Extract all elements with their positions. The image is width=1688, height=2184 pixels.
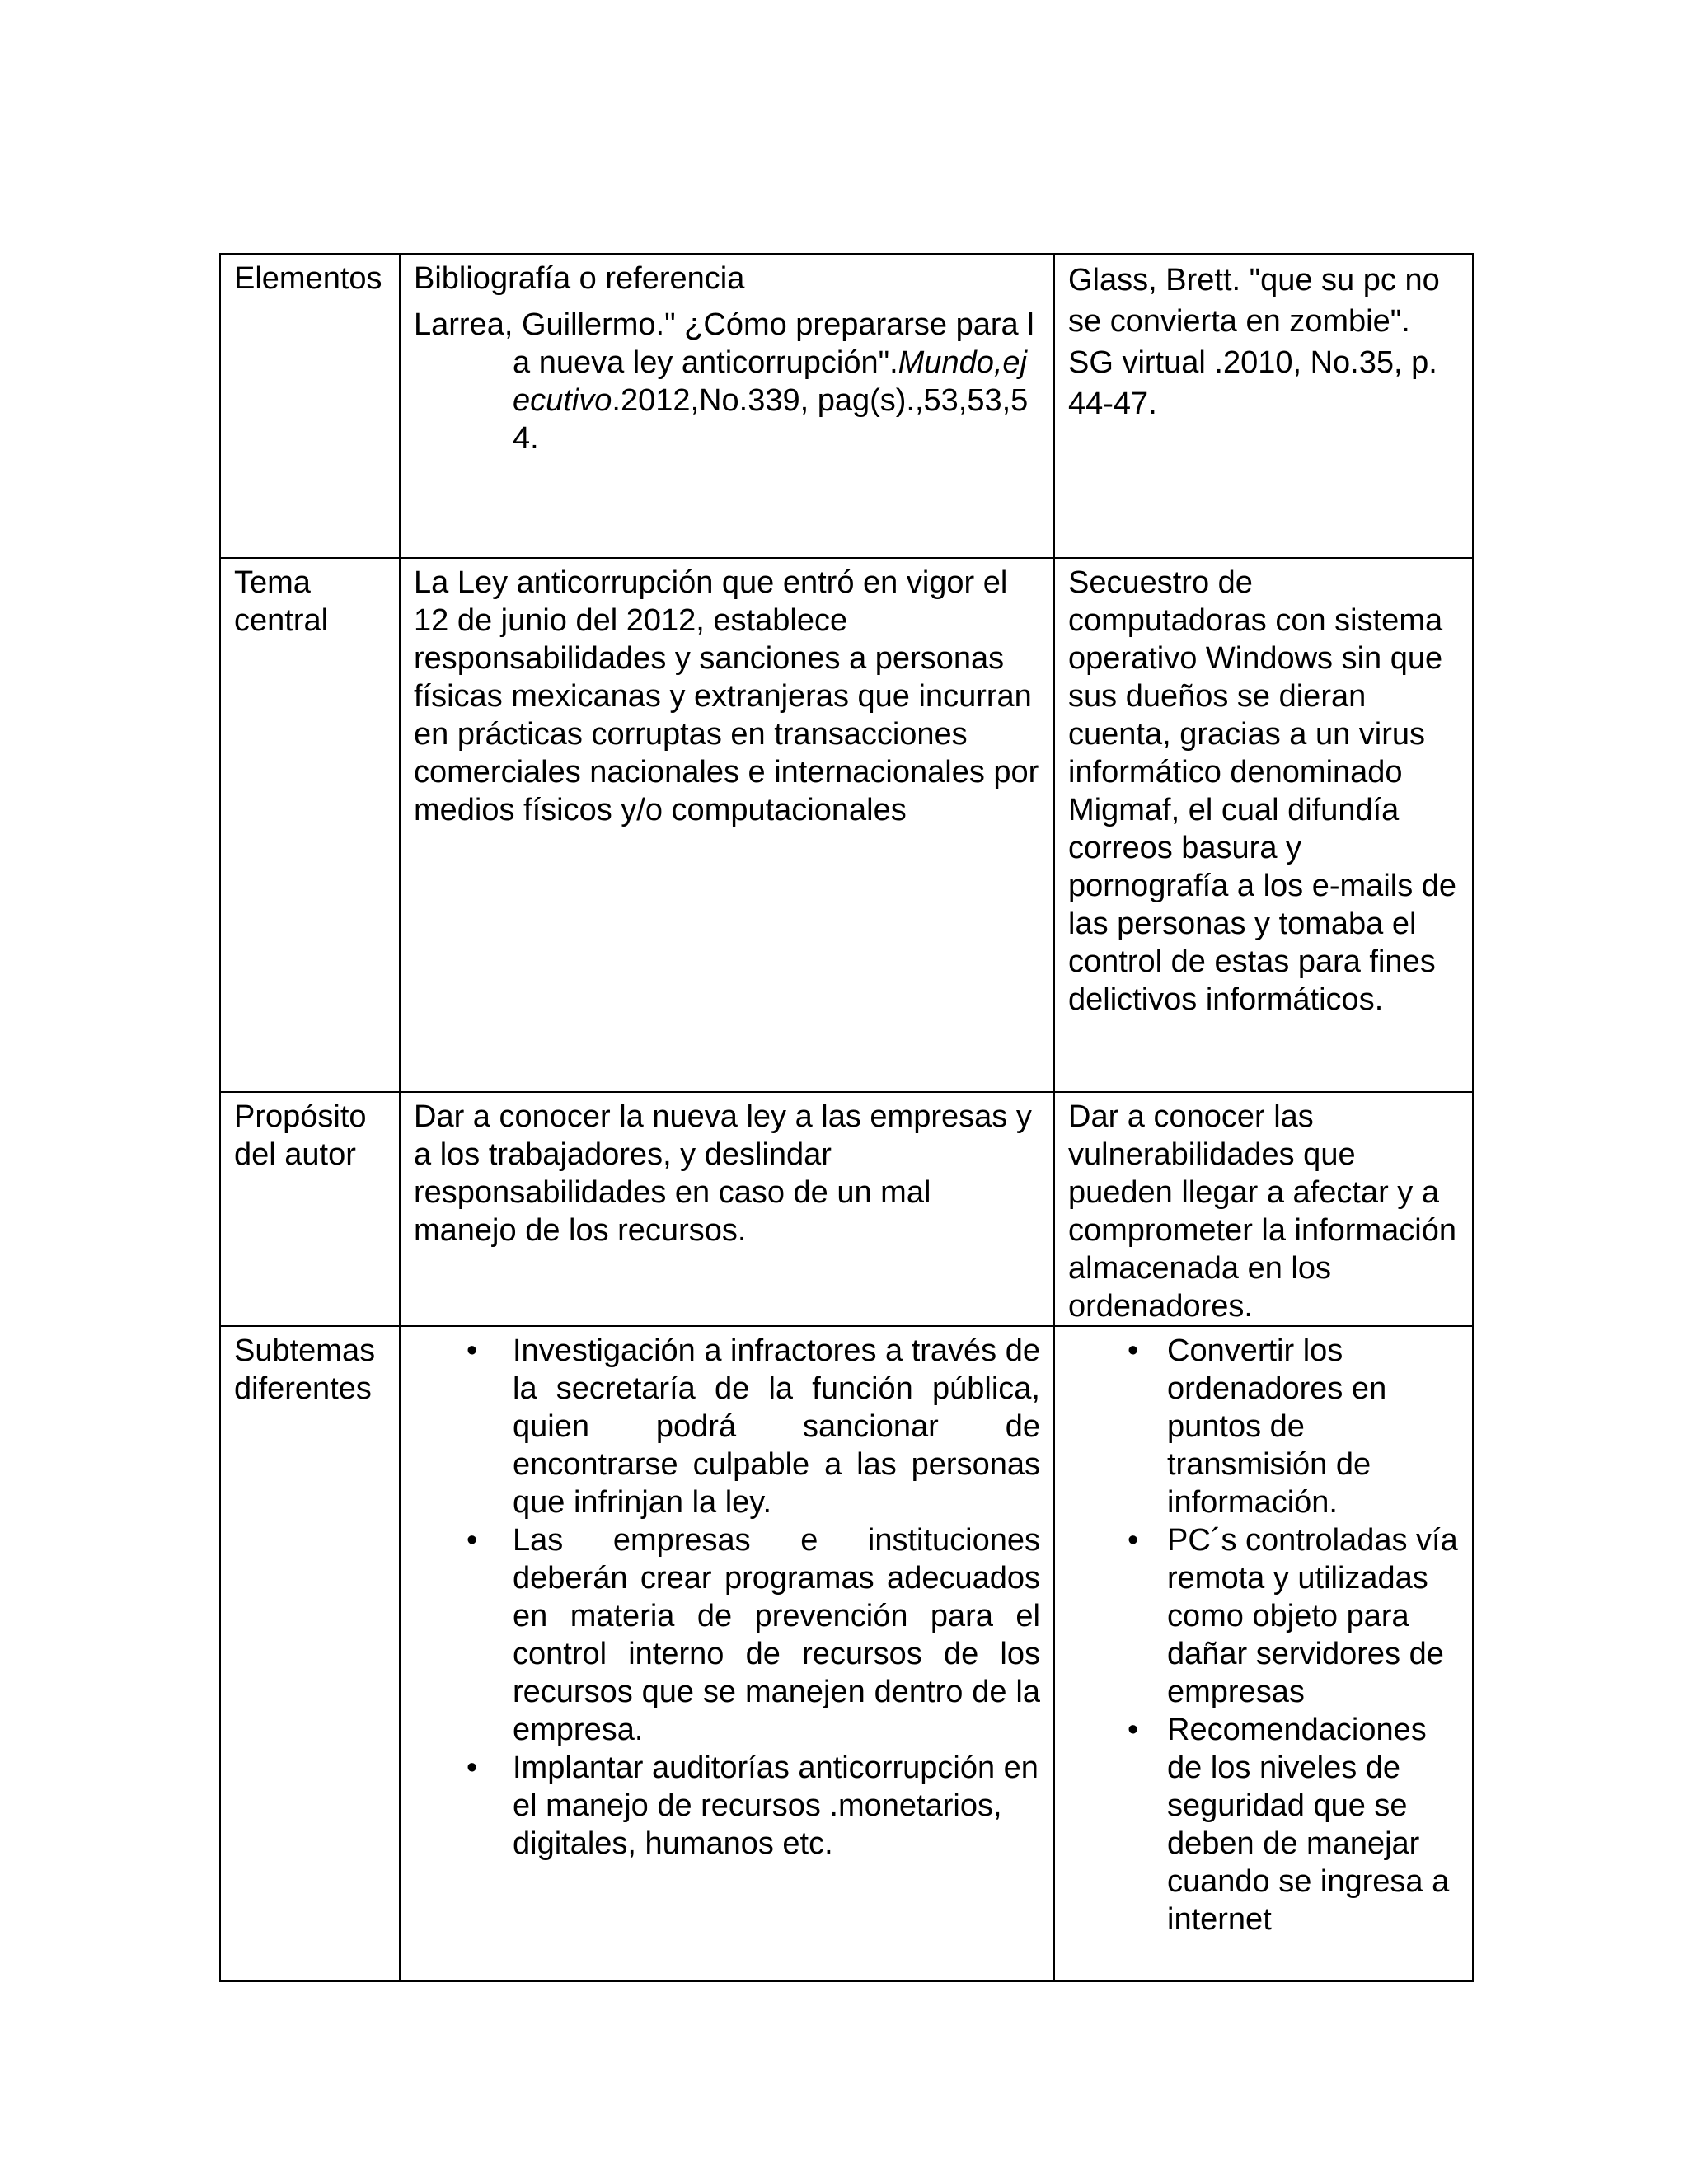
proposito-text-vulnerabilidades: Dar a conocer las vulnerabilidades que pueden llegar a afectar y a comprometer la información almacenada en los ordenadores. (1068, 1099, 1456, 1324)
bibliografia-heading: Bibliografía o referencia (414, 261, 745, 296)
reference-glass: Glass, Brett. "que su pc no se convierta en zombie". SG virtual .2010, No.35, p. 44-47. (1068, 263, 1440, 421)
cell-subtemas-col3 (1054, 1326, 1473, 1981)
cell-tema-col2 (400, 558, 1054, 1092)
row-proposito (220, 1092, 1473, 1326)
cell-subtemas-col2 (400, 1326, 1054, 1981)
label-text: Subtemas diferentes (234, 1333, 376, 1406)
reference-larrea-journal: Mundo,ejecutivo (513, 345, 1027, 418)
subtemas-list-pc (1068, 1332, 1459, 1938)
list-item: • Investigación a infractores a través de la secretaría de la función pública, quien podrá sancionar de encontrarse culpable a las personas que infrinjan la ley. (414, 1332, 1040, 1521)
cell-proposito-col2 (400, 1092, 1054, 1326)
subtemas-list-ley (414, 1332, 1040, 1863)
label-text: Propósito del autor (234, 1099, 367, 1172)
row-label-tema (220, 558, 400, 1092)
comparison-table (219, 253, 1474, 1982)
reference-larrea-suffix: .2012,No.339, pag(s).,53,53,54. (513, 383, 1029, 456)
row-label-proposito (220, 1092, 400, 1326)
cell-reference-glass (1054, 254, 1473, 558)
proposito-text-ley: Dar a conocer la nueva ley a las empresas y a los trabajadores, y deslindar responsabilidades en caso de un mal manejo de los recursos. (414, 1099, 1032, 1248)
reference-larrea-prefix: Larrea, Guillermo." ¿Cómo prepararse para la nueva ley anticorrupción". (414, 307, 1034, 380)
reference-larrea (414, 306, 1040, 457)
cell-tema-col3 (1054, 558, 1473, 1092)
list-item: • Las empresas e instituciones deberán crear programas adecuados en materia de prevención para el control interno de recursos de los recursos que se manejen dentro de la empresa. (414, 1521, 1040, 1749)
tema-text-ley: La Ley anticorrupción que entró en vigor el 12 de junio del 2012, establece responsabilidades y sanciones a personas físicas mexicanas y extranjeras que incurran en prácticas corruptas en transacciones comerciales nacionales e internacionales por medios físicos y/o computacionales (414, 565, 1039, 827)
row-subtemas (220, 1326, 1473, 1981)
label-text: Elementos (234, 261, 382, 296)
tema-text-secuestro: Secuestro de computadoras con sistema operativo Windows sin que sus dueños se dieran cuenta, gracias a un virus informático denominado Migmaf, el cual difundía correos basura y pornografía a los e-mails de las personas y tomaba el control de estas para fines delictivos informáticos. (1068, 565, 1457, 1017)
label-text: Tema central (234, 565, 329, 638)
list-item: • Recomendaciones de los niveles de seguridad que se deben de manejar cuando se ingresa a internet (1068, 1711, 1459, 1938)
cell-proposito-col3 (1054, 1092, 1473, 1326)
list-item: • Convertir los ordenadores en puntos de transmisión de información. (1068, 1332, 1459, 1521)
cell-bibliografia (400, 254, 1054, 558)
row-label-subtemas (220, 1326, 400, 1981)
row-label-elementos (220, 254, 400, 558)
row-tema-central (220, 558, 1473, 1092)
list-item: • PC´s controladas vía remota y utilizadas como objeto para dañar servidores de empresas (1068, 1521, 1459, 1711)
list-item: • Implantar auditorías anticorrupción en el manejo de recursos .monetarios, digitales, humanos etc. (414, 1749, 1040, 1863)
row-elementos (220, 254, 1473, 558)
